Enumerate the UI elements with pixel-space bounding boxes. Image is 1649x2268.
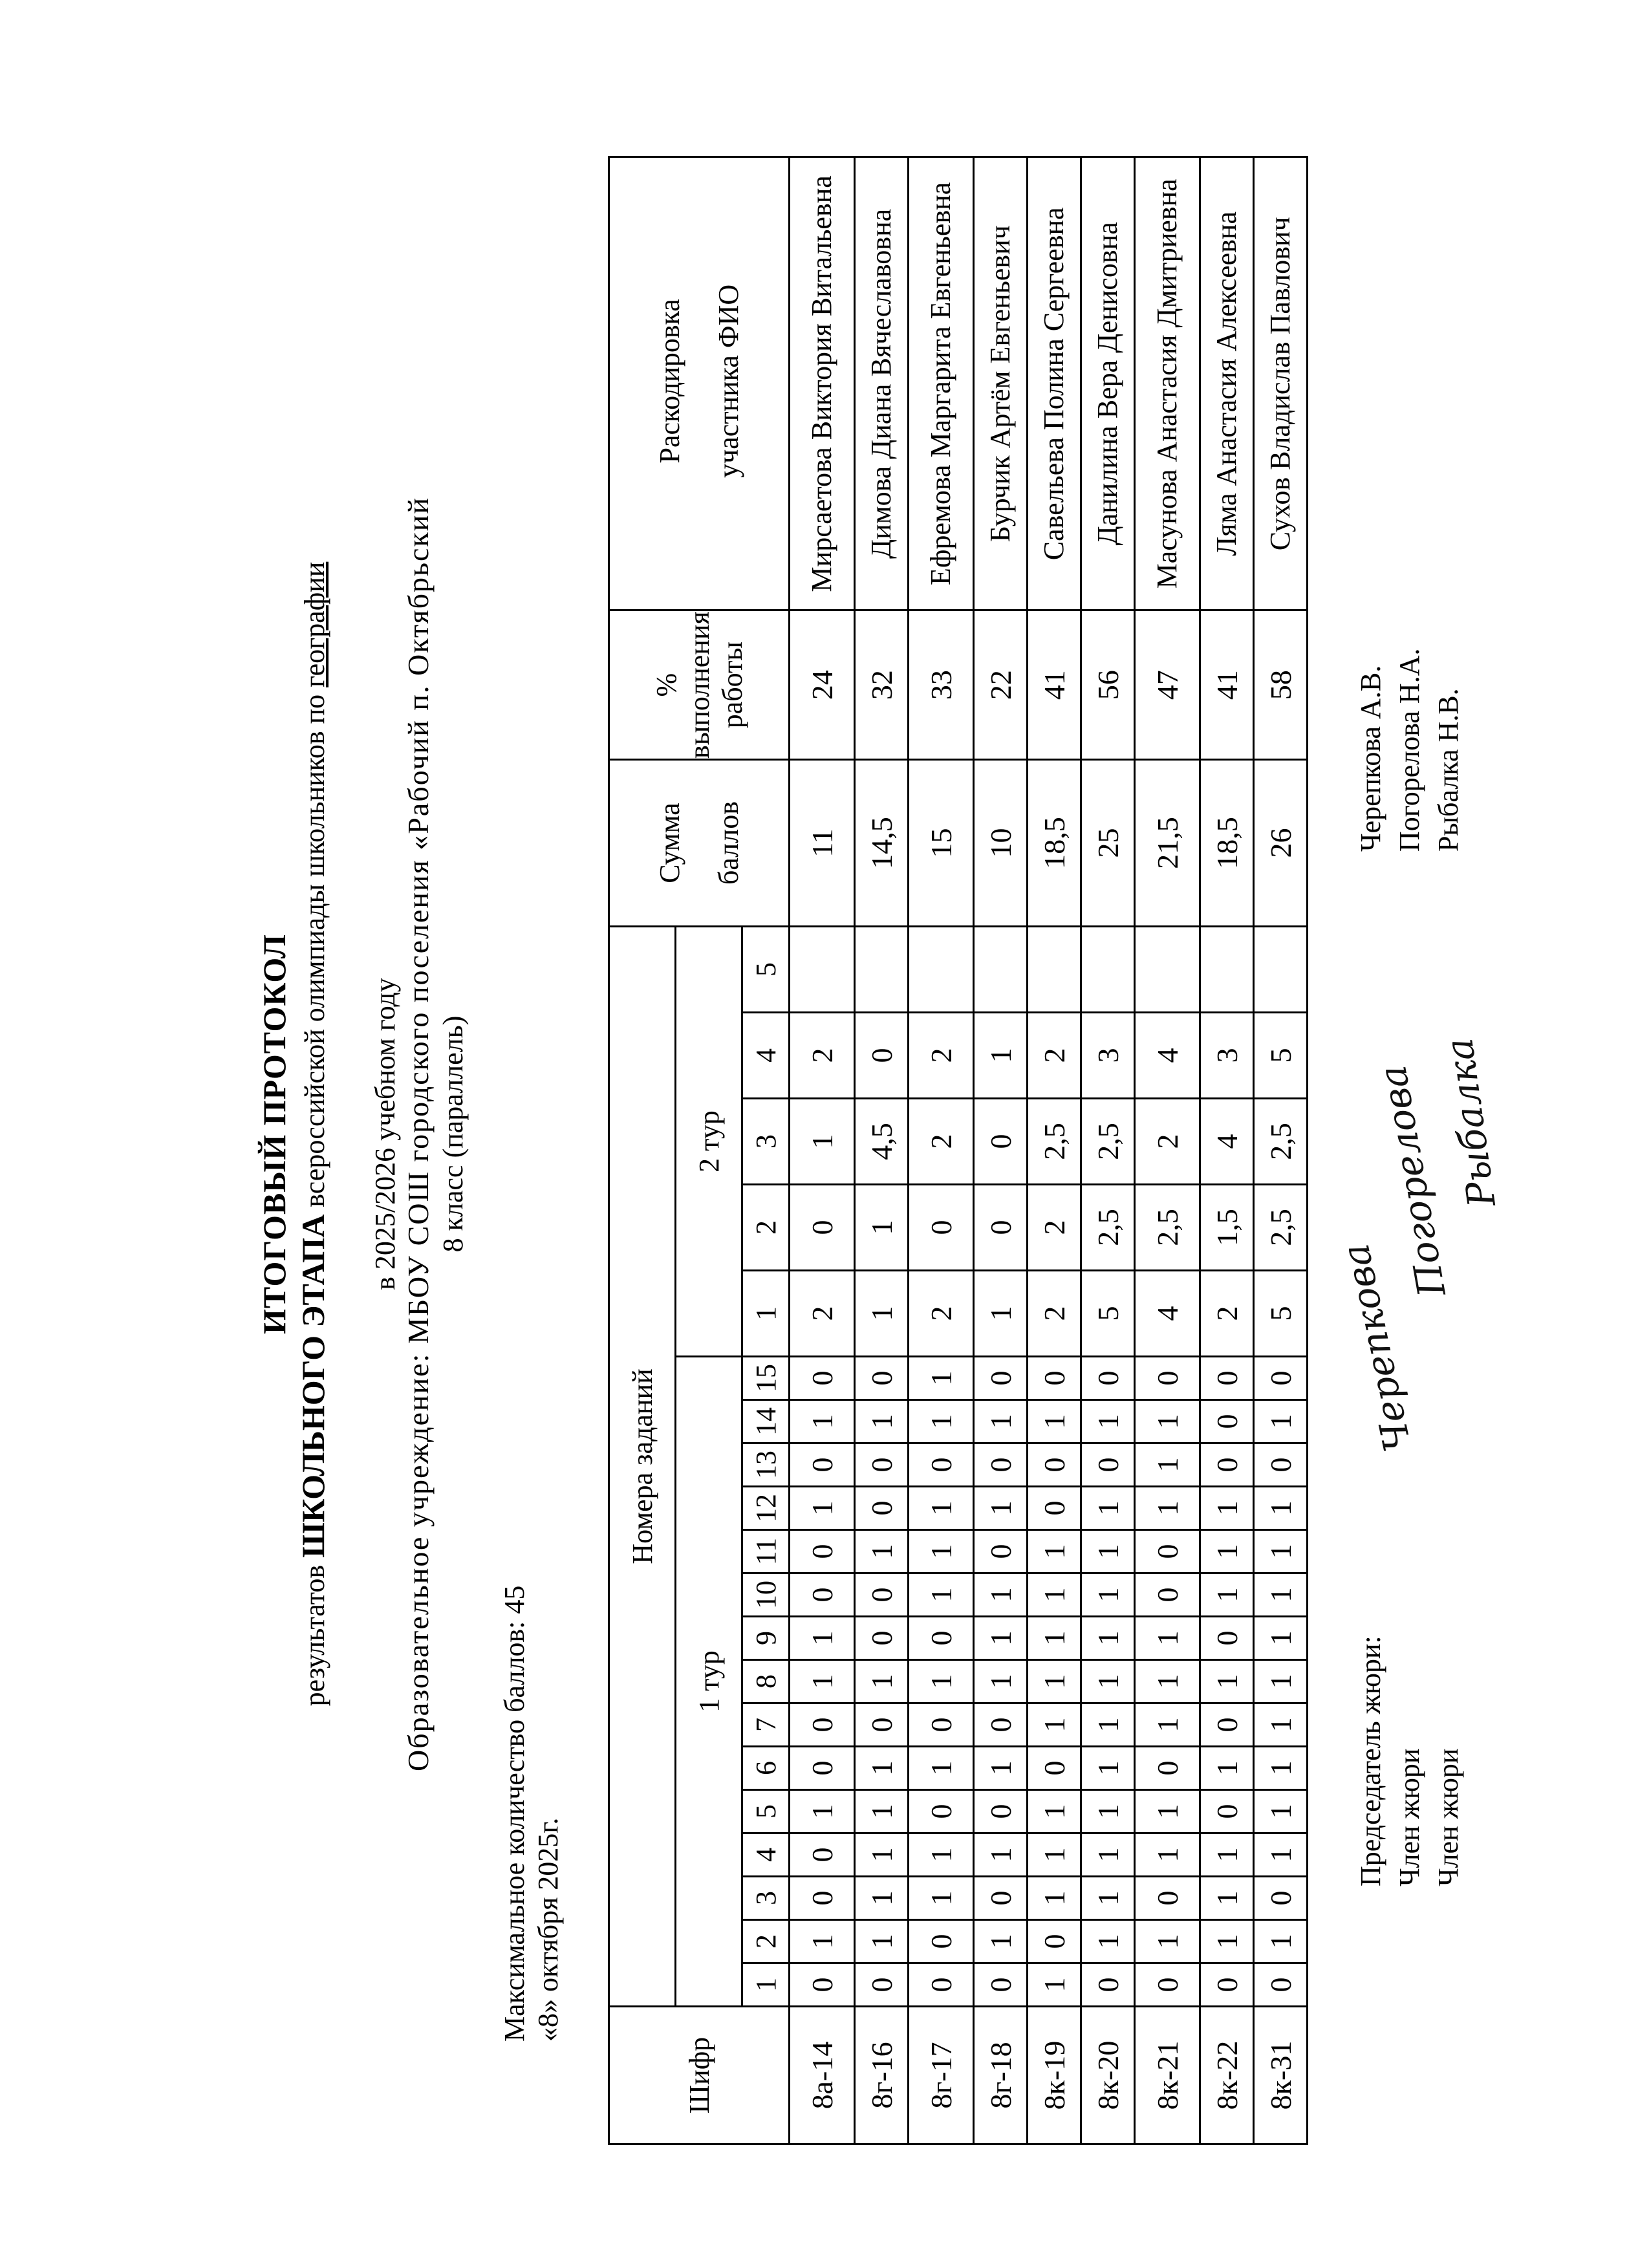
cell-sum: 25: [1081, 760, 1135, 927]
cell-round1-score: 1: [855, 1530, 909, 1573]
cell-round1-score: 1: [1200, 1487, 1254, 1530]
header-round1-task: 5: [742, 1790, 790, 1833]
cell-round1-score: 0: [855, 1617, 909, 1660]
jury-role: Член жюри: [1394, 1748, 1425, 1886]
cell-round1-score: 1: [855, 1660, 909, 1703]
cell-round1-score: 0: [1254, 1963, 1308, 2007]
jury-role: Председатель жюри:: [1355, 1636, 1386, 1886]
header-round2-task: 1: [742, 1271, 790, 1357]
cell-round1-score: 0: [855, 1573, 909, 1617]
cell-round2-score: 0: [909, 1185, 974, 1271]
jury-name: Погорелова Н.А.: [1394, 648, 1425, 852]
cell-round1-score: 1: [1254, 1920, 1308, 1963]
cell-round1-score: 1: [855, 1790, 909, 1833]
header-sum-line2: баллов: [713, 801, 744, 885]
cell-percent: 33: [909, 610, 974, 760]
cell-percent: 24: [790, 610, 855, 760]
cell-sum: 10: [974, 760, 1028, 927]
cell-fio: Ефремова Маргарита Евгеньевна: [909, 157, 974, 610]
cell-round2-score: 0: [855, 1013, 909, 1099]
cell-sum: 26: [1254, 760, 1308, 927]
header-round1-task: 3: [742, 1877, 790, 1920]
cell-round1-score: 1: [1081, 1920, 1135, 1963]
cell-round2-score: 1: [790, 1099, 855, 1185]
cell-round2-score: 2: [1028, 1271, 1081, 1357]
cell-round2-score: [1028, 927, 1081, 1013]
header-round2: 2 тур: [676, 927, 742, 1357]
table-row: [974, 157, 1028, 2144]
cell-round1-score: 1: [1135, 1920, 1200, 1963]
cell-fio: Масунова Анастасия Дмитриевна: [1135, 157, 1200, 610]
table-row: [1081, 157, 1135, 2144]
cell-round1-score: 1: [1254, 1400, 1308, 1443]
cell-code: 8г-17: [909, 2007, 974, 2144]
cell-round1-score: 0: [790, 1963, 855, 2007]
cell-round1-score: 1: [909, 1573, 974, 1617]
cell-round2-score: 2: [1028, 1013, 1081, 1099]
cell-round2-score: [1254, 927, 1308, 1013]
cell-round1-score: 1: [974, 1573, 1028, 1617]
cell-round1-score: 0: [974, 1963, 1028, 2007]
cell-round2-score: 5: [1254, 1013, 1308, 1099]
cell-percent: 58: [1254, 610, 1308, 760]
table-row: [909, 157, 974, 2144]
jury-name: Рыбалка Н.В.: [1432, 688, 1464, 852]
cell-round1-score: 0: [855, 1357, 909, 1400]
cell-round1-score: 1: [1081, 1790, 1135, 1833]
cell-round2-score: 2: [909, 1013, 974, 1099]
cell-round2-score: 4: [1135, 1013, 1200, 1099]
cell-round1-score: 1: [1028, 1573, 1081, 1617]
cell-fio: Данилина Вера Денисовна: [1081, 157, 1135, 610]
cell-round1-score: 1: [855, 1833, 909, 1877]
cell-round2-score: 1: [974, 1271, 1028, 1357]
cell-round1-score: 1: [855, 1920, 909, 1963]
cell-round1-score: 0: [1081, 1357, 1135, 1400]
cell-round1-score: 1: [855, 1747, 909, 1790]
cell-round1-score: 1: [909, 1877, 974, 1920]
cell-fio: Ляма Анастасия Алексеевна: [1200, 157, 1254, 610]
header-round1-task: 7: [742, 1703, 790, 1747]
cell-round1-score: 1: [1135, 1703, 1200, 1747]
header-fio-line1: Раскодировка: [654, 299, 685, 464]
header-task-numbers: Номера заданий: [609, 927, 676, 2007]
cell-round1-score: 0: [855, 1443, 909, 1487]
cell-round2-score: 2: [1135, 1099, 1200, 1185]
cell-percent: 56: [1081, 610, 1135, 760]
cell-fio: Димова Диана Вячеславовна: [855, 157, 909, 610]
header-code: Шифр: [609, 2007, 790, 2144]
header-percent: [609, 610, 790, 760]
cell-round1-score: 1: [790, 1487, 855, 1530]
header-sum: [609, 760, 790, 927]
table-row: [1028, 157, 1081, 2144]
cell-round1-score: 0: [1028, 1920, 1081, 1963]
cell-round1-score: 0: [790, 1833, 855, 1877]
header-round2-task: 3: [742, 1099, 790, 1185]
cell-round1-score: 1: [1200, 1920, 1254, 1963]
cell-code: 8к-21: [1135, 2007, 1200, 2144]
cell-round1-score: 0: [1028, 1357, 1081, 1400]
cell-round1-score: 1: [1254, 1660, 1308, 1703]
cell-round1-score: 1: [1135, 1400, 1200, 1443]
cell-round2-score: 2,5: [1081, 1185, 1135, 1271]
cell-round1-score: 0: [974, 1877, 1028, 1920]
cell-round2-score: 0: [974, 1099, 1028, 1185]
cell-sum: 15: [909, 760, 974, 927]
cell-round1-score: 0: [1135, 1747, 1200, 1790]
cell-round1-score: 0: [1028, 1747, 1081, 1790]
header-round1-task: 13: [742, 1443, 790, 1487]
table-row: [1135, 157, 1200, 2144]
cell-round1-score: 0: [1028, 1487, 1081, 1530]
cell-round1-score: 0: [1135, 1530, 1200, 1573]
cell-round1-score: 1: [855, 1877, 909, 1920]
cell-sum: 18,5: [1200, 760, 1254, 927]
cell-round1-score: 1: [1028, 1703, 1081, 1747]
cell-round2-score: 2,5: [1135, 1185, 1200, 1271]
cell-sum: 11: [790, 760, 855, 927]
cell-round1-score: 1: [1135, 1443, 1200, 1487]
cell-round1-score: 0: [1254, 1357, 1308, 1400]
cell-code: 8к-19: [1028, 2007, 1081, 2144]
cell-round1-score: 0: [790, 1877, 855, 1920]
cell-round1-score: 0: [1135, 1573, 1200, 1617]
cell-round1-score: 0: [790, 1703, 855, 1747]
cell-round1-score: 0: [1200, 1617, 1254, 1660]
cell-round2-score: 3: [1081, 1013, 1135, 1099]
cell-round1-score: 1: [974, 1833, 1028, 1877]
cell-round1-score: 1: [909, 1530, 974, 1573]
institution: Образовательное учреждение: МБОУ СОШ городского поселения «Рабочий п. Октябрьский: [402, 497, 435, 1772]
header-round2-task: 5: [742, 927, 790, 1013]
header-round2-task: 4: [742, 1013, 790, 1099]
cell-sum: 21,5: [1135, 760, 1200, 927]
cell-round1-score: 1: [1254, 1703, 1308, 1747]
cell-round1-score: 1: [909, 1660, 974, 1703]
cell-round1-score: 0: [790, 1530, 855, 1573]
cell-round2-score: 2,5: [1254, 1099, 1308, 1185]
header-fio-line2: участника ФИО: [713, 284, 744, 478]
cell-round1-score: 1: [1081, 1660, 1135, 1703]
cell-round2-score: 2,5: [1028, 1099, 1081, 1185]
header-round1-task: 11: [742, 1530, 790, 1573]
cell-round1-score: 0: [1200, 1790, 1254, 1833]
document-subtitle: [294, 0, 332, 2268]
table-row: [1254, 157, 1308, 2144]
cell-round1-score: 0: [1081, 1963, 1135, 2007]
subtitle-stage: ШКОЛЬНОГО ЭТАПА: [295, 1214, 331, 1558]
header-round1-task: 14: [742, 1400, 790, 1443]
cell-round1-score: 0: [909, 1443, 974, 1487]
cell-round1-score: 0: [1200, 1443, 1254, 1487]
cell-round2-score: 4: [1135, 1271, 1200, 1357]
cell-round1-score: 1: [1028, 1963, 1081, 2007]
cell-percent: 32: [855, 610, 909, 760]
cell-round2-score: [909, 927, 974, 1013]
cell-round2-score: 0: [790, 1185, 855, 1271]
cell-round1-score: 1: [974, 1617, 1028, 1660]
cell-round2-score: 4: [1200, 1099, 1254, 1185]
max-score: Максимальное количество баллов: 45: [499, 1585, 530, 2042]
jury-name: Черепкова А.В.: [1355, 665, 1386, 852]
signature-member-1: Погорелова: [1370, 1062, 1454, 1301]
cell-round1-score: 1: [1081, 1530, 1135, 1573]
cell-round2-score: 2,5: [1081, 1099, 1135, 1185]
protocol-date: «8» октября 2025г.: [532, 1817, 564, 2042]
cell-round2-score: 5: [1254, 1271, 1308, 1357]
cell-round1-score: 0: [790, 1357, 855, 1400]
cell-code: 8а-14: [790, 2007, 855, 2144]
table-row: [790, 157, 855, 2144]
cell-round2-score: 2: [790, 1013, 855, 1099]
academic-year: в 2025/2026 учебном году: [369, 978, 401, 1290]
header-percent-line1: %: [650, 673, 682, 697]
cell-round1-score: 1: [1254, 1790, 1308, 1833]
cell-round2-score: 5: [1081, 1271, 1135, 1357]
cell-round1-score: 1: [1200, 1877, 1254, 1920]
cell-round1-score: 1: [1135, 1617, 1200, 1660]
subtitle-mid: всероссийской олимпиады школьников по: [299, 694, 330, 1207]
cell-round1-score: 1: [909, 1357, 974, 1400]
cell-round2-score: 1: [855, 1271, 909, 1357]
cell-round1-score: 1: [1200, 1573, 1254, 1617]
cell-round1-score: 1: [1028, 1790, 1081, 1833]
cell-round1-score: 1: [1081, 1747, 1135, 1790]
cell-round1-score: 1: [909, 1400, 974, 1443]
header-round2-task: 2: [742, 1185, 790, 1271]
cell-round1-score: 1: [1254, 1487, 1308, 1530]
cell-round1-score: 1: [909, 1747, 974, 1790]
cell-round1-score: 1: [790, 1617, 855, 1660]
jury-roles: [1352, 1636, 1468, 1886]
cell-round1-score: 1: [1028, 1400, 1081, 1443]
cell-fio: Бурчик Артём Евгеньевич: [974, 157, 1028, 610]
cell-round1-score: 1: [790, 1790, 855, 1833]
cell-round2-score: 3: [1200, 1013, 1254, 1099]
cell-round1-score: 1: [1254, 1833, 1308, 1877]
cell-round1-score: 0: [974, 1703, 1028, 1747]
header-round1-task: 2: [742, 1920, 790, 1963]
cell-code: 8к-22: [1200, 2007, 1254, 2144]
cell-round1-score: 0: [1254, 1443, 1308, 1487]
cell-round1-score: 0: [855, 1703, 909, 1747]
cell-round1-score: 0: [790, 1747, 855, 1790]
header-round1-task: 1: [742, 1963, 790, 2007]
cell-round2-score: 1: [855, 1185, 909, 1271]
cell-percent: 22: [974, 610, 1028, 760]
cell-round2-score: 2: [1200, 1271, 1254, 1357]
cell-sum: 18,5: [1028, 760, 1081, 927]
cell-round1-score: 0: [1135, 1357, 1200, 1400]
cell-round1-score: 1: [974, 1400, 1028, 1443]
cell-round1-score: 1: [974, 1487, 1028, 1530]
cell-round1-score: 0: [909, 1617, 974, 1660]
header-round1-task: 4: [742, 1833, 790, 1877]
header-round1-task: 9: [742, 1617, 790, 1660]
cell-round2-score: 2: [790, 1271, 855, 1357]
cell-round1-score: 1: [790, 1660, 855, 1703]
cell-percent: 47: [1135, 610, 1200, 760]
cell-round1-score: 0: [909, 1963, 974, 2007]
signature-chair: Черепкова: [1333, 1240, 1421, 1456]
cell-round1-score: 0: [909, 1703, 974, 1747]
table-row: [855, 157, 909, 2144]
cell-round1-score: 0: [1135, 1963, 1200, 2007]
cell-round1-score: 1: [855, 1400, 909, 1443]
cell-round1-score: 1: [1254, 1573, 1308, 1617]
cell-round1-score: 1: [1135, 1790, 1200, 1833]
cell-round2-score: 1: [974, 1013, 1028, 1099]
cell-round1-score: 0: [1081, 1443, 1135, 1487]
cell-round1-score: 1: [1081, 1703, 1135, 1747]
cell-round1-score: 1: [790, 1920, 855, 1963]
cell-round1-score: 0: [1200, 1400, 1254, 1443]
cell-round1-score: 1: [1200, 1747, 1254, 1790]
cell-round1-score: 0: [1200, 1357, 1254, 1400]
cell-round1-score: 1: [1028, 1833, 1081, 1877]
cell-round1-score: 1: [1254, 1530, 1308, 1573]
cell-round1-score: 1: [1028, 1530, 1081, 1573]
cell-round2-score: 0: [974, 1185, 1028, 1271]
cell-round1-score: 0: [909, 1790, 974, 1833]
table-row: [1200, 157, 1254, 2144]
cell-round2-score: [855, 927, 909, 1013]
cell-code: 8к-20: [1081, 2007, 1135, 2144]
header-round1-task: 12: [742, 1487, 790, 1530]
cell-round2-score: 2: [1028, 1185, 1081, 1271]
cell-round2-score: 1,5: [1200, 1185, 1254, 1271]
jury-names: [1352, 649, 1468, 852]
header-round1-task: 6: [742, 1747, 790, 1790]
cell-round1-score: 1: [1200, 1660, 1254, 1703]
header-round1-task: 10: [742, 1573, 790, 1617]
header-fio: [609, 157, 790, 610]
cell-round1-score: 1: [1135, 1833, 1200, 1877]
cell-round1-score: 1: [1254, 1617, 1308, 1660]
signature-member-2: Рыбалка: [1437, 1035, 1504, 1210]
jury-role: Член жюри: [1432, 1748, 1464, 1886]
cell-round1-score: 0: [974, 1790, 1028, 1833]
cell-round1-score: 0: [855, 1487, 909, 1530]
cell-code: 8г-16: [855, 2007, 909, 2144]
cell-round1-score: 1: [1028, 1617, 1081, 1660]
cell-round1-score: 0: [1254, 1877, 1308, 1920]
cell-round1-score: 1: [1200, 1530, 1254, 1573]
cell-round1-score: 0: [974, 1530, 1028, 1573]
cell-round2-score: [974, 927, 1028, 1013]
cell-round1-score: 1: [1081, 1617, 1135, 1660]
cell-round1-score: 1: [909, 1833, 974, 1877]
cell-round2-score: [790, 927, 855, 1013]
cell-code: 8г-18: [974, 2007, 1028, 2144]
cell-percent: 41: [1028, 610, 1081, 760]
cell-round2-score: 2: [909, 1271, 974, 1357]
cell-round1-score: 1: [974, 1920, 1028, 1963]
cell-round2-score: 2,5: [1254, 1185, 1308, 1271]
subject-name: географии: [299, 561, 330, 687]
meta-info: [498, 1586, 565, 2042]
cell-sum: 14,5: [855, 760, 909, 927]
cell-round1-score: 1: [1028, 1660, 1081, 1703]
cell-round1-score: 0: [974, 1443, 1028, 1487]
header-round1-task: 15: [742, 1357, 790, 1400]
cell-round1-score: 1: [909, 1487, 974, 1530]
document-title: ИТОГОВЫЙ ПРОТОКОЛ: [256, 933, 292, 1335]
subtitle-prefix: результатов: [299, 1564, 330, 1707]
cell-round2-score: 2: [909, 1099, 974, 1185]
cell-round2-score: [1135, 927, 1200, 1013]
cell-round1-score: 1: [1200, 1833, 1254, 1877]
results-table: [608, 156, 1308, 2145]
header-percent-line3: работы: [716, 642, 748, 729]
cell-round1-score: 0: [1135, 1877, 1200, 1920]
cell-round1-score: 1: [974, 1660, 1028, 1703]
cell-round1-score: 1: [1081, 1877, 1135, 1920]
cell-round1-score: 0: [790, 1573, 855, 1617]
cell-round1-score: 0: [1028, 1443, 1081, 1487]
cell-round1-score: 1: [1081, 1573, 1135, 1617]
cell-round2-score: [1200, 927, 1254, 1013]
cell-round1-score: 1: [1028, 1877, 1081, 1920]
class-parallel: 8 класс (параллель): [437, 1015, 469, 1253]
cell-round1-score: 0: [1200, 1703, 1254, 1747]
cell-code: 8к-31: [1254, 2007, 1308, 2144]
cell-round1-score: 0: [855, 1963, 909, 2007]
header-sum-line1: Сумма: [654, 803, 685, 883]
cell-round1-score: 1: [1081, 1400, 1135, 1443]
cell-round1-score: 1: [1254, 1747, 1308, 1790]
cell-round1-score: 0: [974, 1357, 1028, 1400]
cell-fio: Савельева Полина Сергеевна: [1028, 157, 1081, 610]
cell-round1-score: 1: [1135, 1487, 1200, 1530]
cell-round2-score: [1081, 927, 1135, 1013]
cell-fio: Мирсаетова Виктория Витальевна: [790, 157, 855, 610]
cell-round1-score: 1: [1081, 1833, 1135, 1877]
header-percent-line2: выполнения: [683, 611, 715, 759]
cell-round2-score: 4,5: [855, 1099, 909, 1185]
header-round1: 1 тур: [676, 1357, 742, 2007]
header-round1-task: 8: [742, 1660, 790, 1703]
cell-round1-score: 0: [909, 1920, 974, 1963]
cell-round1-score: 1: [1081, 1487, 1135, 1530]
cell-round1-score: 0: [1200, 1963, 1254, 2007]
cell-round1-score: 1: [790, 1400, 855, 1443]
cell-round1-score: 1: [974, 1747, 1028, 1790]
cell-round1-score: 1: [1135, 1660, 1200, 1703]
cell-fio: Сухов Владислав Павлович: [1254, 157, 1308, 610]
cell-percent: 41: [1200, 610, 1254, 760]
cell-round1-score: 0: [790, 1443, 855, 1487]
